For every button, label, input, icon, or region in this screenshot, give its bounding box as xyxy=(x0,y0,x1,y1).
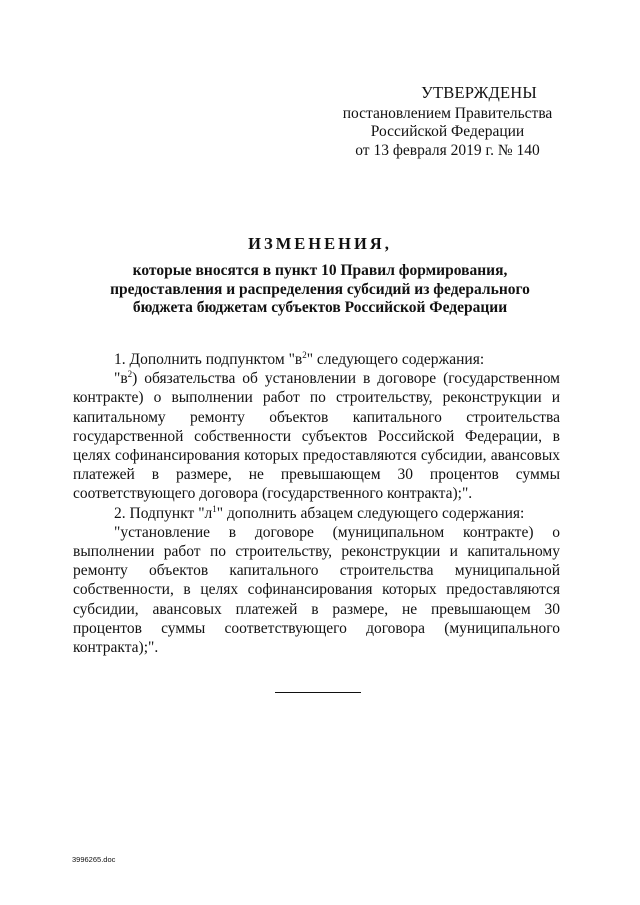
item-2-intro-sup: 1 xyxy=(212,503,217,514)
item-2-quote: "установление в договоре (муниципальном контракте) о выполнении работ по строительству, реконструкции и капитальному ремонту объектов капитального строительства муниципальной собственности, в целях софинансирования которых предоставляются субсидии, авансовых платежей в размере, не превышающем 30 процентов суммы соответствующего договора (муниципального контракта);". xyxy=(73,523,560,657)
item-1-intro-sup: 2 xyxy=(302,350,307,360)
subtitle-line-1: которые вносятся в пункт 10 Правил формирования, xyxy=(132,262,508,279)
item-1-intro-before: 1. Дополнить подпунктом "в xyxy=(114,351,303,368)
approval-line-1: постановлением Правительства xyxy=(342,104,553,122)
approval-line-2: Российской Федерации xyxy=(370,123,525,140)
subtitle-line-2: предоставления и распределения субсидий из федерального xyxy=(110,280,530,298)
item-1-quote-open: "в xyxy=(114,370,128,388)
document-title: ИЗМЕНЕНИЯ, xyxy=(248,234,392,253)
item-1-quote-sup: 2 xyxy=(127,369,133,380)
item-1-intro xyxy=(73,350,560,369)
doc-number: 3996265.doc xyxy=(72,855,116,864)
item-1-quote-text: ) обязательства об установлении в договоре (государственном контракте) о выполнении работ по строительству, реконструкции и капитальному ремонту объектов капитального строительства государственной собственности субъектов Российской Федерации, в целях софинансирования которых предоставляются субсидии, авансовых платежей в размере, не превышающем 30 процентов суммы соответствующего договора (государственного контракта);". xyxy=(73,370,560,503)
item-2-intro xyxy=(73,504,560,523)
item-2-intro-before: 2. Подпункт "л xyxy=(114,504,213,522)
subtitle-line-3: бюджета бюджетам субъектов Российской Федерации xyxy=(132,299,508,316)
approval-stamp xyxy=(330,84,565,160)
item-2-intro-after: " дополнить абзацем следующего содержания: xyxy=(216,504,525,522)
approval-line-3: от 13 февраля 2019 г. № 140 xyxy=(355,141,540,159)
document-subtitle xyxy=(60,262,580,318)
item-1-intro-after: " следующего содержания: xyxy=(306,351,485,368)
item-1-quote xyxy=(73,369,560,503)
closing-rule xyxy=(275,692,361,693)
document-body xyxy=(73,350,560,657)
approval-heading: УТВЕРЖДЕНЫ xyxy=(421,83,537,102)
